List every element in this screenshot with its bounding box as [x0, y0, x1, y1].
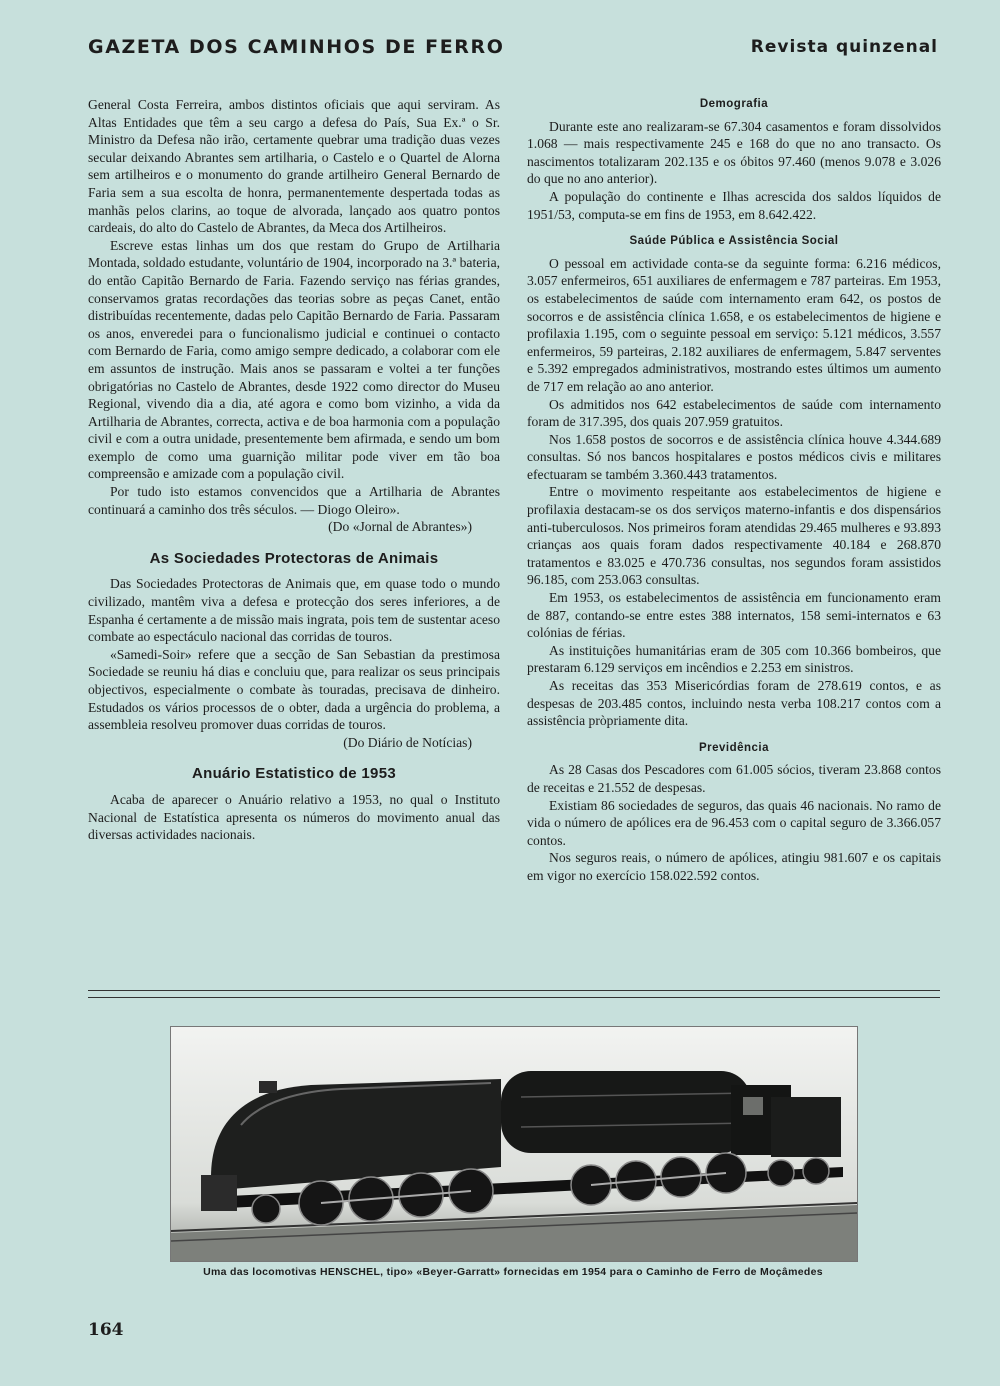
paragraph: As instituições humanitárias eram de 305 com 10.366 bombeiros, que prestaram 6.129 serviços em incêndios e 2.253 em sinistros. [527, 642, 941, 676]
locomotive-icon [171, 1027, 857, 1261]
right-column [527, 96, 941, 885]
section-heading-animais: As Sociedades Protectoras de Animais [149, 549, 439, 567]
paragraph: As receitas das 353 Misericórdias foram de 278.619 contos, e as despesas de 203.485 contos, incluindo nesta verba 108.217 contos com a assistência pròpriamente dita. [527, 678, 941, 729]
paragraph: Das Sociedades Protectoras de Animais que, em quase todo o mundo civilizado, mantêm viva a defesa e protecção dos seres inferiores, a de Espanha é certamente a de missão mais ingrata, pois tem de sustentar aceso combate ao espectáculo nacional das corridas de touros. [88, 576, 500, 645]
paragraph: Acaba de aparecer o Anuário relativo a 1953, no qual o Instituto Nacional de Estatística apresenta os números do movimento anual das diversas actividades nacionais. [88, 791, 500, 843]
paragraph: «Samedi-Soir» refere que a secção de San Sebastian da prestimosa Sociedade se reuniu há dias e concluiu que, para realizar os seus principais objectivos, especialmente o combate às touradas, precisava de dinheiro. Estudados os vários processos de o obter, dada a urgência do problema, a assembleia resolveu promover duas corridas de touros. [88, 646, 500, 733]
paragraph: O pessoal em actividade conta-se da seguinte forma: 6.216 médicos, 3.057 enfermeiros, 651 auxiliares de enfermagem e 787 parteiras. Em 1953, os estabelecimentos de saúde com internamento eram 642, os postos de socorros e de assistência clínica 1.658, e os estabelecimentos de higiene e profilaxia 1.195, com o seguinte pessoal em serviço: 5.121 médicos, 3.557 enfermeiros, 59 parteiras, 2.182 auxiliares de enfermagem, 5.847 serventes e 5.392 empregados administrativos, mostrando estes últimos um aumento de 717 em relação ao ano anterior. [527, 255, 941, 394]
paragraph: Escreve estas linhas um dos que restam do Grupo de Artilharia Montada, soldado estudante, voluntário de 1904, incorporado na 3.ª bateria, do então Capitão Bernardo de Faria. Fazendo serviço nas férias grandes, conservamos gratas recordações das teorias sobre as peças Canet, então distribuídas recentemente, dadas pelo Capitão Bernardo de Faria. Passaram os anos, enveredei para o funcionalismo judicial e continuei o contacto com Bernardo de Faria, como amigo sempre dedicado, a colaborar com ele em assuntos de instrução. Mais anos se passaram e voltei a ter funções obrigatórias no Castelo de Abrantes, desde 1922 como director do Museu Regional, vivendo dia a dia, até agora e como bom vizinho, a vida da Artilharia de Abrantes, correcta, activa e de boa harmonia com a população civil e com a outra unidade, presentemente bem afirmada, e sendo um bom exemplo de como uma guarnição militar pode viver em tão boa compreensão e amizade com a população civil. [88, 237, 500, 482]
source-attribution: (Do Diário de Notícias) [343, 734, 472, 750]
left-column [88, 96, 500, 844]
paragraph: Nos 1.658 postos de socorros e de assistência clínica houve 4.344.689 consultas. Só nos bancos hospitalares e postos médicos civis e militares efectuaram se também 3.360.443 tratamentos. [527, 431, 941, 482]
subheading-previdencia: Previdência [698, 741, 770, 754]
paragraph: General Costa Ferreira, ambos distintos oficiais que aqui serviram. As Altas Entidades que têm a seu cargo a defesa do País, Sua Ex.ª o Sr. Ministro da Defesa não irão, certamente quebrar uma tradição duas vezes secular deixando Abrantes sem artilharia, o Castelo e o Quartel de Alorna sem artilheiros e o monumento do grande artilheiro General Bernardo de Faria sem a sua escolta de honra, permanentemente despertada todas as manhãs pelos clarins, ao toque de alvorada, lançado aos quatro pontos cardeais, do alto do Castelo de Abrantes, da Meca dos Artilheiros. [88, 97, 500, 236]
locomotive-photo [170, 1026, 858, 1262]
subheading-saude: Saúde Pública e Assistência Social [629, 235, 839, 248]
subheading-demografia: Demografia [699, 98, 769, 110]
paragraph: Nos seguros reais, o número de apólices, atingiu 981.607 e os capitais em vigor no exercício 158.022.592 contos. [527, 850, 941, 883]
paragraph: Por tudo isto estamos convencidos que a Artilharia de Abrantes continuará a caminho dos três séculos. — Diogo Oleiro». [88, 484, 500, 517]
photo-caption: Uma das locomotivas HENSCHEL, tipo» «Beyer-Garratt» fornecidas em 1954 para o Caminho de Ferro de Moçâmedes [203, 1266, 823, 1278]
journal-title: GAZETA DOS CAMINHOS DE FERRO [88, 36, 505, 58]
paragraph: Em 1953, os estabelecimentos de assistência em funcionamento eram de 887, contando-se entre estes 388 internatos, 158 semi-internatos e 63 colónias de férias. [527, 590, 941, 641]
journal-subtitle: Revista quinzenal [750, 37, 938, 57]
paragraph: Os admitidos nos 642 estabelecimentos de saúde com internamento foram de 317.395, dos quais 207.959 gratuitos. [527, 396, 941, 430]
paragraph: A população do continente e Ilhas acrescida dos saldos líquidos de 1951/53, computa-se em fins de 1953, em 8.642.422. [527, 188, 941, 222]
section-divider [88, 990, 940, 998]
section-heading-anuario: Anuário Estatistico de 1953 [191, 765, 396, 783]
paragraph: Durante este ano realizaram-se 67.304 casamentos e foram dissolvidos 1.068 — mais respectivamente 245 e 168 do que no ano transacto. Os nascimentos totalizaram 202.135 e os óbitos 97.460 (menos 9.078 e 3.026 do que no ano anterior). [527, 118, 941, 187]
paragraph: As 28 Casas dos Pescadores com 61.005 sócios, tiveram 23.868 contos de receitas e 21.552 de despesas. [527, 762, 941, 795]
paragraph: Existiam 86 sociedades de seguros, das quais 46 nacionais. No ramo de vida o número de apólices era de 96.453 com o capital seguro de 3.366.057 contos. [527, 797, 941, 848]
source-attribution: (Do «Jornal de Abrantes») [328, 519, 472, 535]
paragraph: Entre o movimento respeitante aos estabelecimentos de higiene e profilaxia destacam-se os dos serviços materno-infantis e dos dispensários anti-tuberculosos. Nos primeiros foram atendidas 29.465 mulheres e 93.893 crianças aos quais foram dados respectivamente 40.184 e 268.870 tratamentos e 83.025 e 470.736 consultas, nos segundos foram assistidos 96.185, com 253.063 consultas. [527, 484, 941, 588]
page-number: 164 [88, 1320, 124, 1340]
